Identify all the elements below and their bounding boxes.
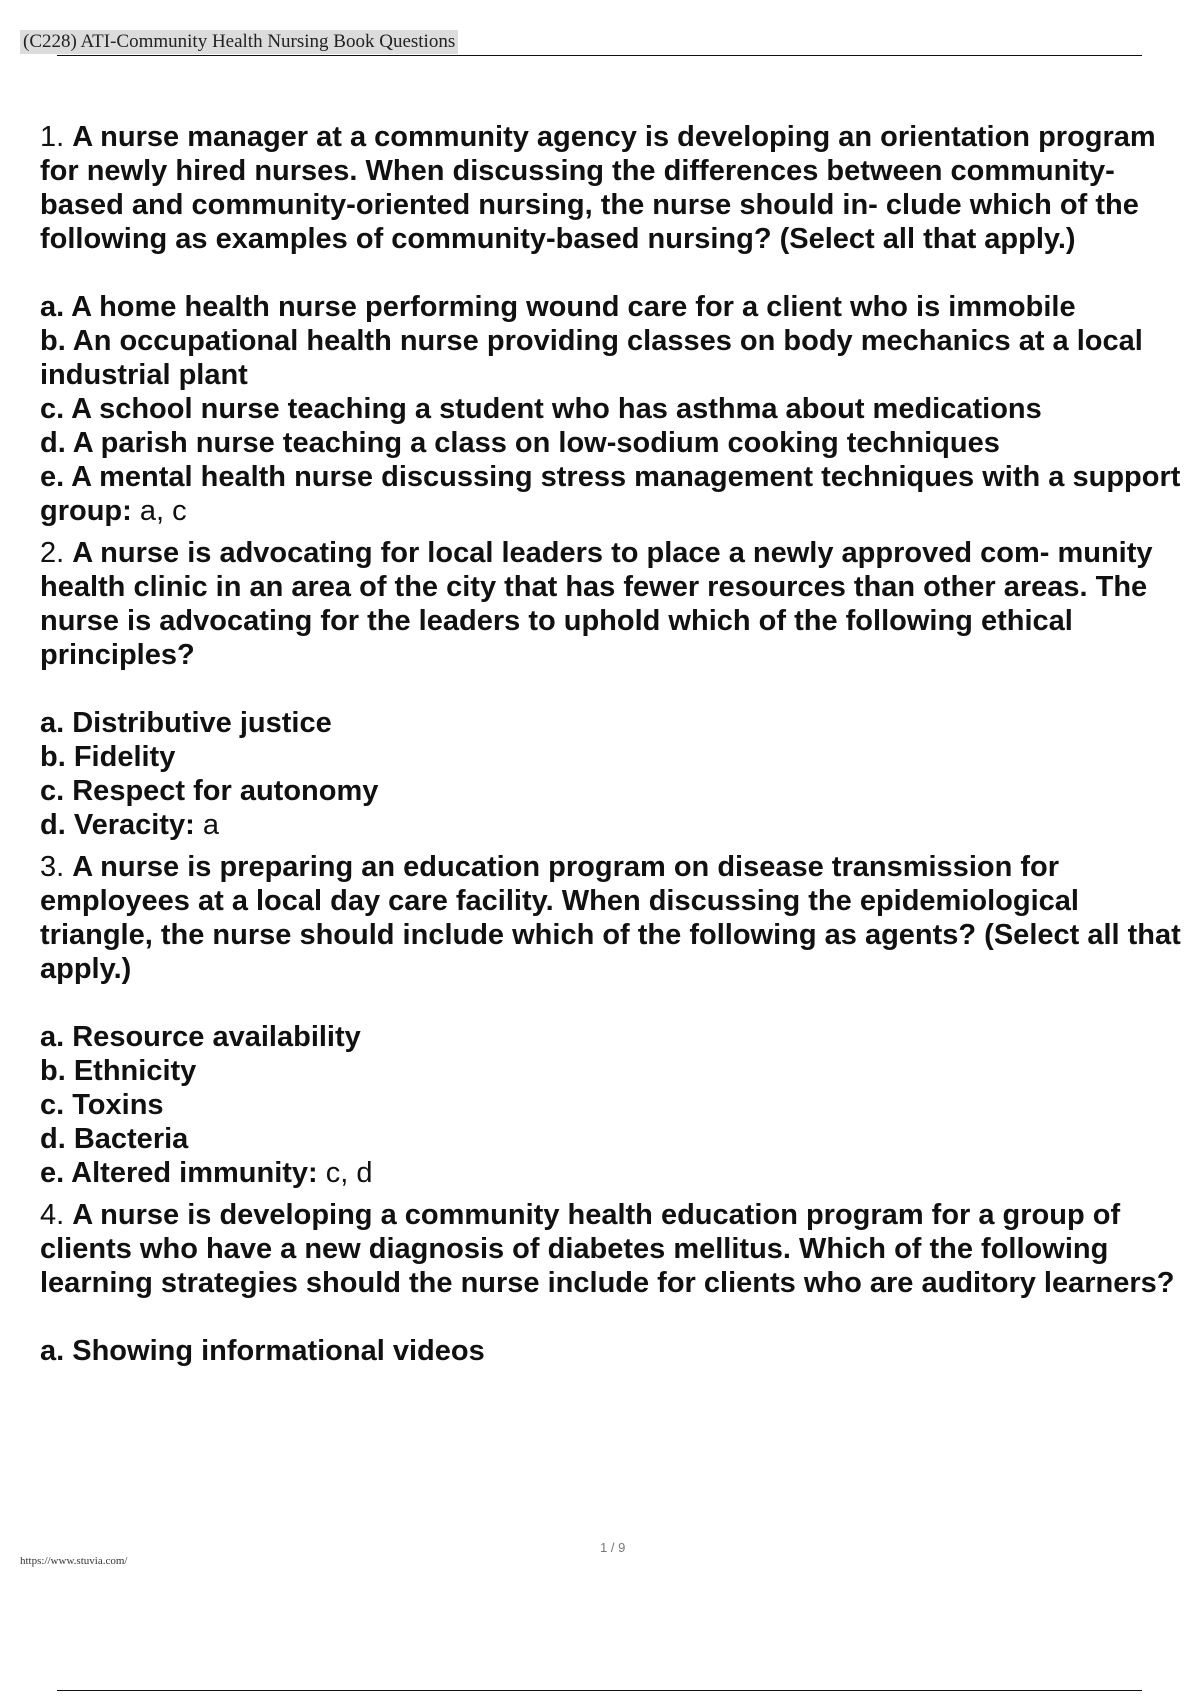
page-number: 1 / 9 [600, 1540, 626, 1555]
question-block [40, 536, 1190, 842]
option-text: e. Altered immunity: [40, 1157, 318, 1189]
question-stem: A nurse is preparing an education program on disease transmission for employees at a local day care facility. When discussing the epidemiological triangle, the nurse should include which of the following as agents? (Select all that apply.) [40, 851, 1181, 985]
question-number: 4. [40, 1199, 65, 1231]
question-number: 1. [40, 121, 65, 153]
answer-option: c. Respect for autonomy [40, 775, 379, 807]
answer-option: a. A home health nurse performing wound care for a client who is immobile [40, 291, 1076, 323]
answer-option-last [40, 808, 1190, 842]
answer-option: c. A school nurse teaching a student who has asthma about medications [40, 393, 1042, 425]
question-stem: A nurse is advocating for local leaders to place a newly approved com- munity health clinic in an area of the city that has fewer resources than other areas. The nurse is advocating for the leaders to uphold which of the following ethical principles? [40, 537, 1153, 671]
document-title: (C228) ATI-Community Health Nursing Book Questions [20, 30, 458, 54]
answer-option: a. Resource availability [40, 1021, 361, 1053]
answer-option-last [40, 1156, 1190, 1190]
answer-option: b. An occupational health nurse providing classes on body mechanics at a local industrial plant [40, 325, 1143, 391]
answer-option: d. Bacteria [40, 1123, 189, 1155]
answer-option: a. Distributive justice [40, 707, 332, 739]
header-divider [57, 55, 1142, 56]
correct-answer: a, c [139, 495, 187, 527]
question-block [40, 120, 1190, 528]
footer-divider [57, 1690, 1142, 1691]
question-text [40, 536, 1190, 672]
answer-option: b. Fidelity [40, 741, 176, 773]
answer-option: c. Toxins [40, 1089, 164, 1121]
source-url: https://www.stuvia.com/ [20, 1555, 128, 1567]
question-text [40, 120, 1190, 256]
answer-option: d. A parish nurse teaching a class on low-sodium cooking techniques [40, 427, 1000, 459]
question-block [40, 850, 1190, 1190]
question-block [40, 1198, 1190, 1368]
option-text: e. A mental health nurse discussing stress management techniques with a support group: [40, 461, 1181, 527]
answer-option: b. Ethnicity [40, 1055, 197, 1087]
option-text: d. Veracity: [40, 809, 195, 841]
question-stem: A nurse manager at a community agency is developing an orientation program for newly hired nurses. When discussing the differences between community-based and community-oriented nursing, the nurse should in- clude which of the following as examples of community-based nursing? (Select all that apply.) [40, 121, 1156, 255]
question-number: 3. [40, 851, 65, 883]
correct-answer: c, d [325, 1157, 373, 1189]
answer-option: a. Showing informational videos [40, 1335, 485, 1367]
question-list [40, 120, 1190, 1368]
answer-option-last [40, 460, 1190, 528]
question-number: 2. [40, 537, 65, 569]
question-text [40, 1198, 1190, 1300]
question-stem: A nurse is developing a community health education program for a group of clients who have a new diagnosis of diabetes mellitus. Which of the following learning strategies should the nurse include for clients who are auditory learners? [40, 1199, 1175, 1299]
question-text [40, 850, 1190, 986]
correct-answer: a [202, 809, 219, 841]
